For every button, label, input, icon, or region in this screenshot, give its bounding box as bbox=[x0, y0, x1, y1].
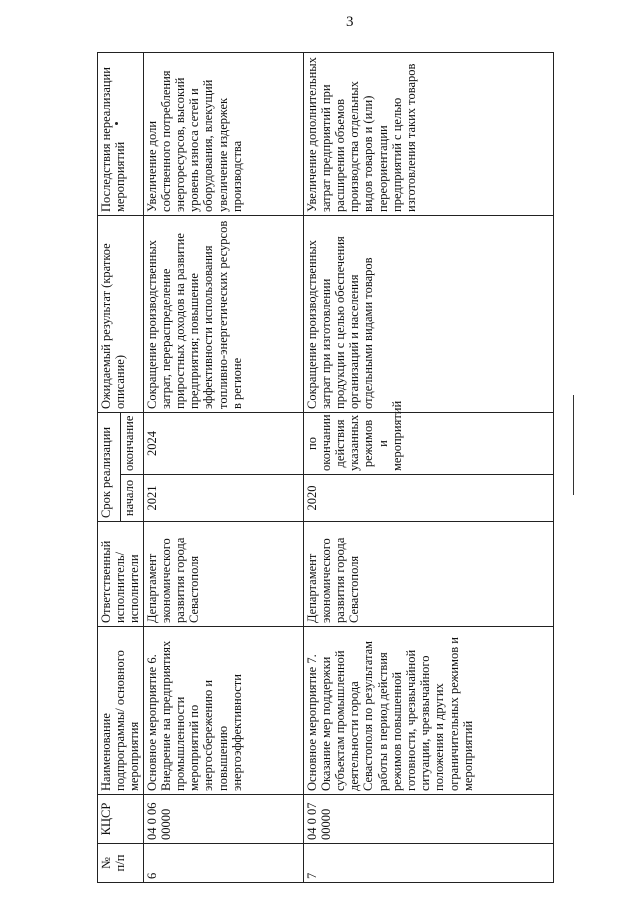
row-start: 2021 bbox=[143, 475, 303, 522]
row-num: 6 bbox=[143, 844, 303, 883]
row-responsible: Департамент экономического развития города Севастополя bbox=[143, 522, 303, 627]
rotated-table-container bbox=[97, 53, 554, 883]
row-name: Основное мероприятие 7. Оказание мер поддержки субъектам промышленной деятельности города Севастополя по результатам работы в период действия режимов повышенной готовности, чрезвычайной ситуации, чрезвычайного положения и других ограничительных режимов и мероприятий bbox=[303, 627, 553, 795]
row-result: Сокращение производственных затрат при изготовлении продукции с целью обеспечения организаций и населения отдельными видами товаров bbox=[303, 215, 553, 412]
table-row bbox=[303, 52, 553, 882]
row-start: 2020 bbox=[303, 475, 553, 522]
header-name: Наименование подпрограммы/ основного мероприятия bbox=[98, 627, 144, 795]
row-num: 7 bbox=[303, 844, 553, 883]
row-consequence: Увеличение дополнительных затрат предприятий при расширении объемов производства отдельных видов товаров и (или) переориентации предприятий с целью изготовления таких товаров bbox=[303, 52, 553, 215]
page-number: 3 bbox=[346, 14, 354, 30]
header-consequence: Последствия нереализации мероприятий bbox=[98, 52, 144, 215]
header-result: Ожидаемый результат (краткое описание) bbox=[98, 215, 144, 412]
row-kcsr: 04 0 07 00000 bbox=[303, 795, 553, 844]
header-term: Срок реализации bbox=[98, 412, 121, 521]
header-start: начало bbox=[120, 475, 143, 522]
row-end: 2024 bbox=[143, 412, 303, 474]
header-num: № п/п bbox=[98, 844, 144, 883]
pen-stroke bbox=[573, 395, 574, 495]
table-row bbox=[143, 52, 303, 882]
measures-table bbox=[97, 52, 554, 883]
row-responsible: Департамент экономического развития города Севастополя bbox=[303, 522, 553, 627]
row-consequence: Увеличение доли собственного потребления энергоресурсов, высокий уровень износа сетей и оборудования, влекущий увеличение издержек производства bbox=[143, 52, 303, 215]
row-name: Основное мероприятие 6. Внедрение на предприятиях промышленности мероприятий по энергосбережению и повышению энергоэффективности bbox=[143, 627, 303, 795]
header-row bbox=[98, 52, 121, 882]
header-end: окончание bbox=[120, 412, 143, 474]
row-end: по окончании действия указанных режимов и мероприятий bbox=[303, 412, 553, 474]
header-responsible: Ответственный исполнитель/ исполнители bbox=[98, 522, 144, 627]
header-kcsr: КЦСР bbox=[98, 795, 144, 844]
row-kcsr: 04 0 06 00000 bbox=[143, 795, 303, 844]
row-result: Сокращение производственных затрат, перераспределение приростных доходов на развитие предприятия; повышение эффективности использования топливно-энергетических ресурсов в регионе bbox=[143, 215, 303, 412]
